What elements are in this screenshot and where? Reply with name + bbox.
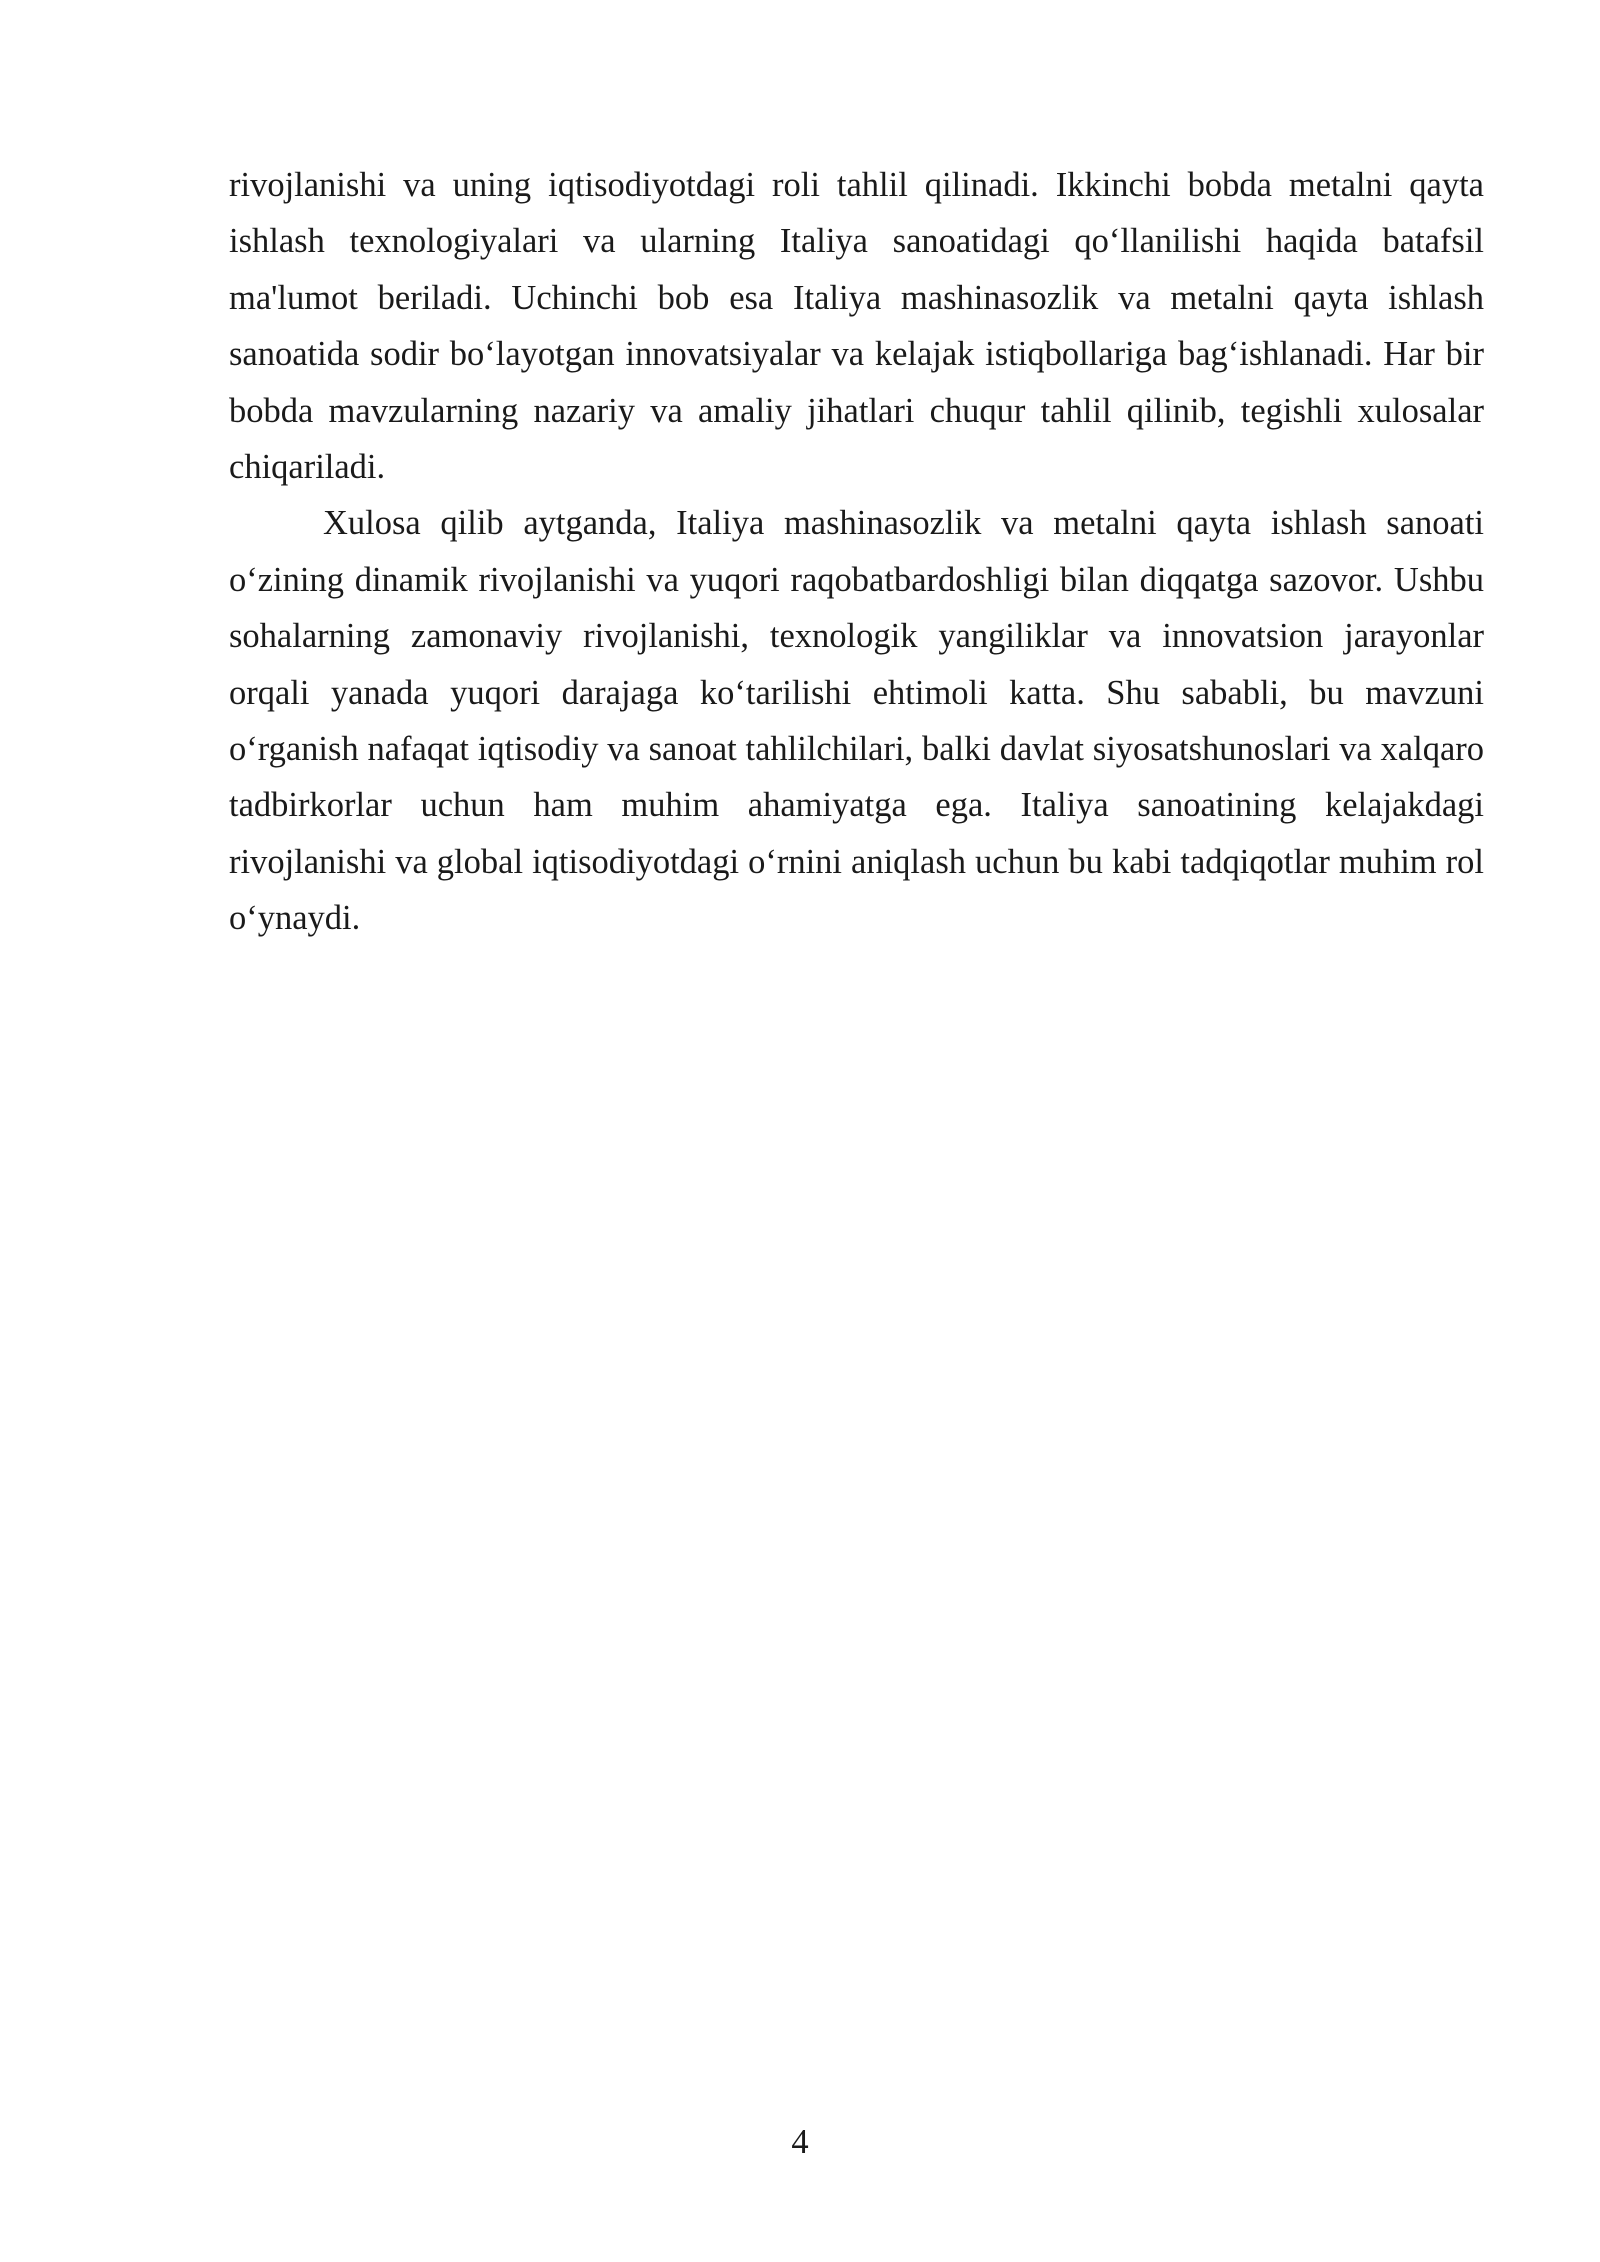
paragraph-continuation: rivojlanishi va uning iqtisodiyotdagi roli tahlil qilinadi. Ikkinchi bobda metalni qayta ishlash texnologiyalari va ularning Italiya sanoatidagi qo‘llanilishi haqida batafsil ma'lumot beriladi. Uchinchi bob esa Italiya mashinasozlik va metalni qayta ishlash sanoatida sodir bo‘layotgan innovatsiyalar va kelajak istiqbollariga bag‘ishlanadi. Har bir bobda mavzularning nazariy va amaliy jihatlari chuqur tahlil qilinib, tegishli xulosalar chiqariladi. bbox=[229, 166, 1484, 487]
page-number: 4 bbox=[791, 2123, 809, 2161]
body-text bbox=[229, 157, 1484, 947]
paragraph-conclusion: Xulosa qilib aytganda, Italiya mashinasozlik va metalni qayta ishlash sanoati o‘zining dinamik rivojlanishi va yuqori raqobatbardoshligi bilan diqqatga sazovor. Ushbu sohalarning zamonaviy rivojlanishi, texnologik yangiliklar va innovatsion jarayonlar orqali yanada yuqori darajaga ko‘tarilishi ehtimoli katta. Shu sababli, bu mavzuni o‘rganish nafaqat iqtisodiy va sanoat tahlilchilari, balki davlat siyosatshunoslari va xalqaro tadbirkorlar uchun ham muhim ahamiyatga ega. Italiya sanoatining kelajakdagi rivojlanishi va global iqtisodiyotdagi o‘rnini aniqlash uchun bu kabi tadqiqotlar muhim rol o‘ynaydi. bbox=[229, 504, 1484, 938]
